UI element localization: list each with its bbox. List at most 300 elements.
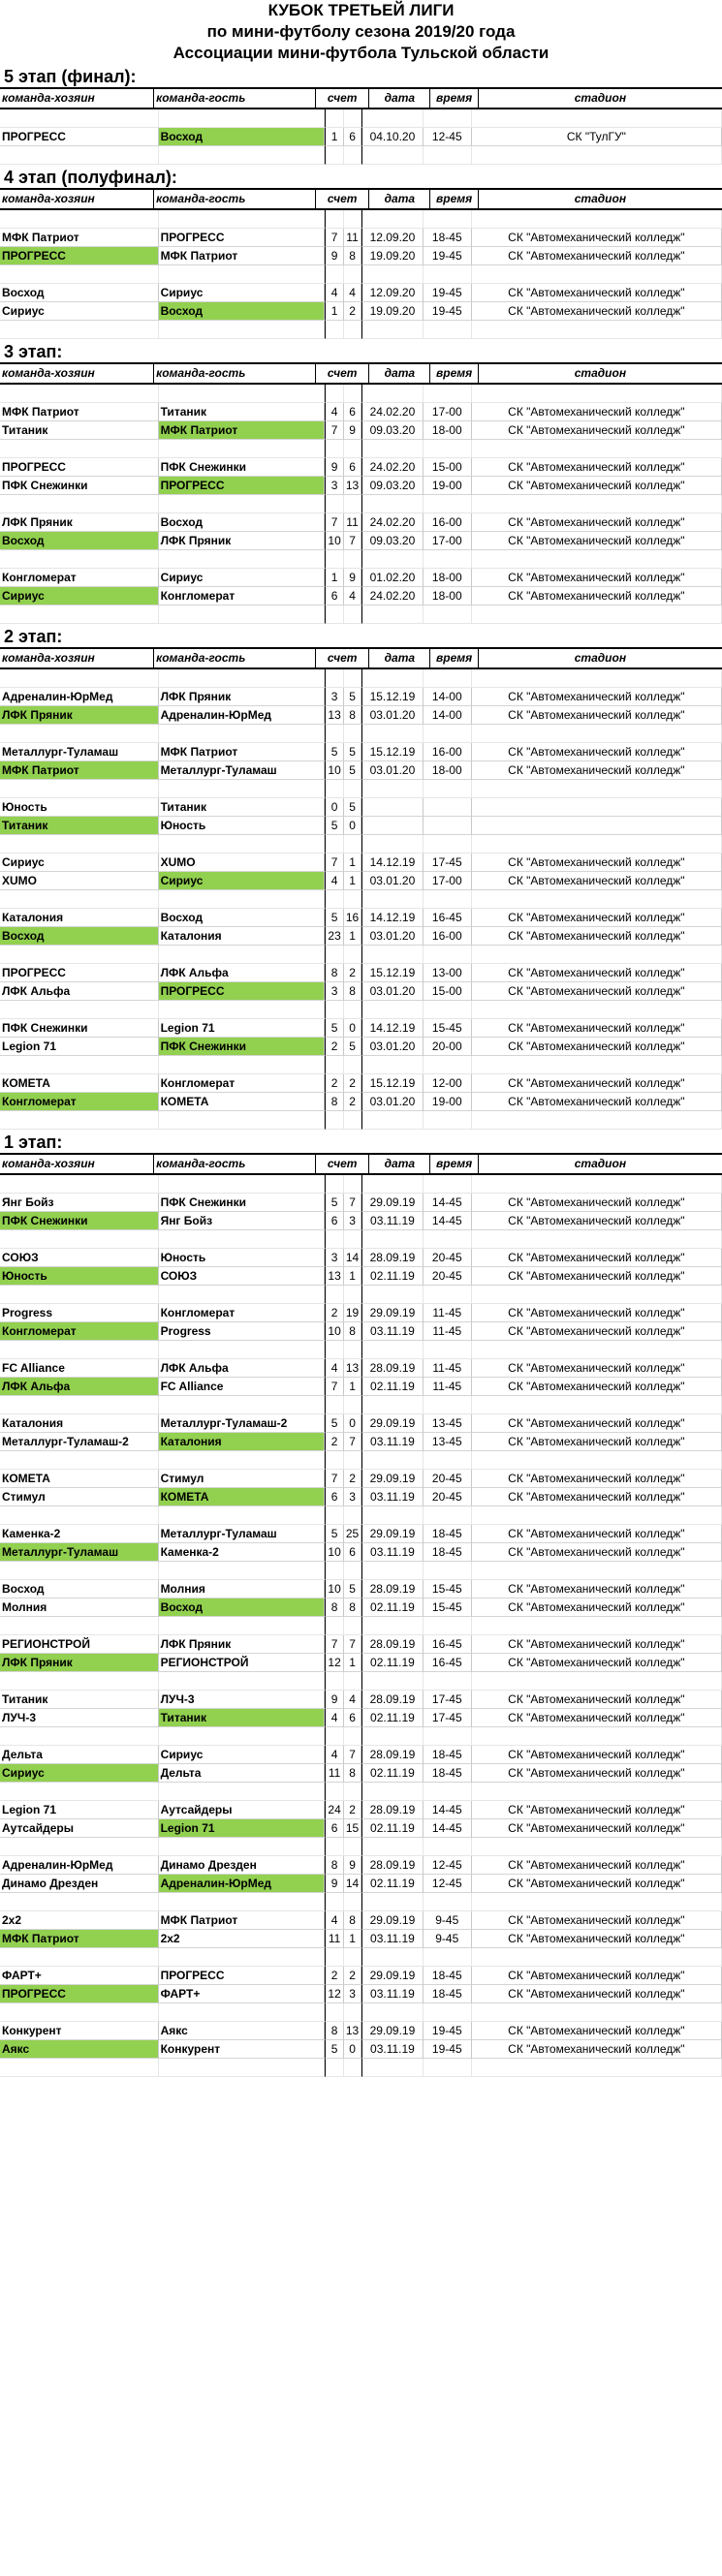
empty-cell [424,495,472,513]
empty-cell [0,385,159,403]
match-time-cell: 9-45 [424,1930,472,1948]
column-header-score: счет [316,364,369,383]
away-score-cell: 6 [344,403,361,421]
empty-cell [472,780,722,798]
away-team-cell: Титаник [159,1709,326,1727]
spacer-row [0,1341,722,1359]
empty-cell [325,835,344,853]
match-date-cell: 02.11.19 [361,1378,424,1396]
venue-cell: СК "Автомеханический колледж" [472,909,722,927]
venue-cell: СК "Автомеханический колледж" [472,403,722,421]
spacer-row [0,1672,722,1691]
empty-cell [159,1451,326,1470]
empty-cell [361,265,424,284]
column-header-away: команда-гость [154,649,316,667]
empty-cell [0,1286,159,1304]
away-score-cell: 14 [344,1875,361,1893]
home-score-cell: 10 [325,532,344,550]
away-score-cell: 6 [344,458,361,477]
empty-cell [0,2059,159,2077]
home-team-cell: СОЮЗ [0,1249,159,1267]
empty-cell [361,1286,424,1304]
home-score-cell: 9 [325,1875,344,1893]
empty-cell [472,669,722,688]
empty-cell [159,1506,326,1525]
empty-cell [344,2059,361,2077]
empty-cell [424,1230,472,1249]
column-header-away: команда-гость [154,1155,316,1173]
column-header-row [0,87,722,109]
spacer-row [0,440,722,458]
stage-section [0,1130,722,2077]
match-time-cell: 16-00 [424,927,472,946]
spacer-row [0,1948,722,1967]
empty-cell [325,946,344,964]
away-score-cell: 0 [344,1019,361,1038]
home-team-cell: Молния [0,1598,159,1617]
away-score-cell: 7 [344,532,361,550]
away-team-cell: Динамо Дрезден [159,1856,326,1875]
empty-cell [344,1506,361,1525]
column-header-away: команда-гость [154,190,316,208]
stage-section [0,624,722,1130]
column-header-date: дата [369,649,430,667]
spacer-row [0,1111,722,1130]
empty-cell [424,210,472,229]
spacer-row [0,1783,722,1801]
home-score-cell: 7 [325,1378,344,1396]
empty-cell [159,146,326,165]
away-score-cell: 2 [344,1093,361,1111]
home-score-cell: 12 [325,1654,344,1672]
empty-cell [361,1893,424,1911]
column-header-home: команда-хозяин [0,89,154,108]
match-date-cell: 02.11.19 [361,1654,424,1672]
column-header-venue: стадион [574,1157,627,1170]
away-score-cell: 2 [344,1470,361,1488]
match-time-cell: 16-45 [424,1654,472,1672]
away-team-cell: Каталония [159,1433,326,1451]
away-team-cell: ЛФК Пряник [159,1635,326,1654]
empty-cell [424,2003,472,2022]
away-team-cell: ПРОГРЕСС [159,229,326,247]
match-time-cell: 18-45 [424,1764,472,1783]
empty-cell [424,1056,472,1074]
spacer-row [0,890,722,909]
column-header-venue: стадион [574,366,627,380]
venue-cell: СК "Автомеханический колледж" [472,2022,722,2040]
home-score-cell: 4 [325,1359,344,1378]
away-score-cell: 5 [344,798,361,817]
spacer-row [0,2003,722,2022]
empty-cell [424,1396,472,1414]
empty-cell [344,1001,361,1019]
home-team-cell: РЕГИОНСТРОЙ [0,1635,159,1654]
empty-cell [159,385,326,403]
match-time-cell: 17-00 [424,532,472,550]
empty-cell [472,495,722,513]
spacer-row [0,835,722,853]
empty-cell [361,2059,424,2077]
match-date-cell: 03.01.20 [361,1093,424,1111]
empty-cell [325,440,344,458]
home-team-cell: Юность [0,1267,159,1286]
empty-cell [159,1001,326,1019]
venue-cell: СК "Автомеханический колледж" [472,761,722,780]
away-score-cell: 2 [344,964,361,982]
spacer-row [0,1893,722,1911]
empty-cell [344,835,361,853]
match-row [0,1249,722,1267]
away-team-cell: Молния [159,1580,326,1598]
match-date-cell: 04.10.20 [361,128,424,146]
empty-cell [0,1838,159,1856]
empty-cell [344,495,361,513]
venue-cell: СК "Автомеханический колледж" [472,1359,722,1378]
home-score-cell: 11 [325,1930,344,1948]
empty-cell [0,669,159,688]
empty-cell [361,890,424,909]
empty-cell [0,109,159,128]
match-date-cell: 15.12.19 [361,1074,424,1093]
empty-cell [472,1056,722,1074]
home-score-cell: 9 [325,1691,344,1709]
match-date-cell: 28.09.19 [361,1635,424,1654]
empty-cell [0,605,159,624]
away-team-cell: Сириус [159,1746,326,1764]
empty-cell [159,210,326,229]
away-score-cell: 11 [344,513,361,532]
page-title: КУБОК ТРЕТЬЕЙ ЛИГИ [267,1,455,19]
spacer-row [0,495,722,513]
match-time-cell: 14-45 [424,1212,472,1230]
away-score-cell: 5 [344,1580,361,1598]
venue-cell: СК "Автомеханический колледж" [472,1801,722,1819]
empty-cell [325,1396,344,1414]
match-date-cell: 24.02.20 [361,587,424,605]
match-date-cell: 03.01.20 [361,872,424,890]
away-score-cell: 2 [344,1801,361,1819]
empty-cell [325,1001,344,1019]
match-time-cell: 18-00 [424,761,472,780]
home-score-cell: 5 [325,817,344,835]
home-team-cell: Адреналин-ЮрМед [0,1856,159,1875]
empty-cell [159,1783,326,1801]
match-time-cell: 18-45 [424,1746,472,1764]
spacer-row [0,1727,722,1746]
match-row [0,1304,722,1322]
match-time-cell: 18-00 [424,421,472,440]
empty-cell [325,2003,344,2022]
spacer-row [0,1838,722,1856]
match-row [0,964,722,982]
empty-cell [325,1175,344,1194]
home-score-cell: 12 [325,1985,344,2003]
match-date-cell [361,817,424,835]
match-date-cell: 28.09.19 [361,1580,424,1598]
match-row [0,1580,722,1598]
match-date-cell: 09.03.20 [361,532,424,550]
away-score-cell: 4 [344,1691,361,1709]
match-date-cell: 28.09.19 [361,1691,424,1709]
empty-cell [325,2059,344,2077]
match-time-cell: 13-45 [424,1414,472,1433]
empty-cell [472,605,722,624]
match-time-cell: 14-00 [424,688,472,706]
spacer-row [0,1175,722,1194]
empty-cell [424,1893,472,1911]
empty-cell [159,1341,326,1359]
home-score-cell: 24 [325,1801,344,1819]
match-time-cell: 13-45 [424,1433,472,1451]
match-time-cell: 17-00 [424,403,472,421]
away-score-cell: 3 [344,1488,361,1506]
empty-cell [0,1001,159,1019]
home-score-cell: 10 [325,1322,344,1341]
spacer-row [0,725,722,743]
empty-cell [344,1672,361,1691]
venue-cell: СК "Автомеханический колледж" [472,1967,722,1985]
venue-cell: СК "Автомеханический колледж" [472,1212,722,1230]
away-score-cell: 8 [344,706,361,725]
spacer-row [0,1451,722,1470]
home-score-cell: 8 [325,1093,344,1111]
home-team-cell: МФК Патриот [0,1930,159,1948]
match-time-cell: 20-45 [424,1470,472,1488]
home-score-cell: 9 [325,458,344,477]
empty-cell [159,1056,326,1074]
column-header-row [0,188,722,210]
column-header-away: команда-гость [154,364,316,383]
home-team-cell: КОМЕТА [0,1074,159,1093]
empty-cell [424,1617,472,1635]
away-score-cell: 5 [344,688,361,706]
empty-cell [361,1230,424,1249]
empty-cell [361,385,424,403]
home-score-cell: 1 [325,128,344,146]
away-score-cell: 0 [344,2040,361,2059]
home-team-cell: ПРОГРЕСС [0,964,159,982]
page-subtitle-association: Ассоциации мини-футбола Тульской области [173,44,549,62]
venue-cell: СК "Автомеханический колледж" [472,1267,722,1286]
empty-cell [424,725,472,743]
home-score-cell: 10 [325,761,344,780]
empty-cell [344,1175,361,1194]
home-score-cell: 1 [325,569,344,587]
venue-cell: СК "Автомеханический колледж" [472,587,722,605]
empty-cell [325,109,344,128]
empty-cell [361,1948,424,1967]
away-score-cell: 1 [344,853,361,872]
empty-cell [159,440,326,458]
match-time-cell: 14-45 [424,1819,472,1838]
away-score-cell: 2 [344,1967,361,1985]
venue-cell: СК "Автомеханический колледж" [472,1378,722,1396]
match-date-cell: 03.01.20 [361,706,424,725]
empty-cell [0,495,159,513]
away-team-cell: Legion 71 [159,1019,326,1038]
match-time-cell: 11-45 [424,1359,472,1378]
empty-cell [424,109,472,128]
home-team-cell: ПРОГРЕСС [0,128,159,146]
match-date-cell: 29.09.19 [361,2022,424,2040]
empty-cell [159,1948,326,1967]
home-score-cell: 5 [325,1019,344,1038]
away-team-cell: ХUMO [159,853,326,872]
empty-cell [159,725,326,743]
empty-cell [0,265,159,284]
venue-cell: СК "Автомеханический колледж" [472,1093,722,1111]
home-team-cell: Титаник [0,421,159,440]
empty-cell [0,440,159,458]
match-row [0,302,722,321]
away-team-cell: МФК Патриот [159,421,326,440]
home-team-cell: Аутсайдеры [0,1819,159,1838]
empty-cell [424,890,472,909]
match-time-cell: 11-45 [424,1378,472,1396]
empty-cell [159,1175,326,1194]
home-score-cell: 7 [325,853,344,872]
stage-title: 2 этап: [4,627,63,646]
home-score-cell: 3 [325,1249,344,1267]
empty-cell [0,1230,159,1249]
home-team-cell: Адреналин-ЮрМед [0,688,159,706]
match-row [0,1598,722,1617]
empty-cell [325,550,344,569]
stage-section [0,165,722,339]
match-row [0,1911,722,1930]
match-row [0,1194,722,1212]
empty-cell [344,2003,361,2022]
spacer-row [0,946,722,964]
empty-cell [325,1056,344,1074]
empty-cell [325,780,344,798]
spacer-row [0,109,722,128]
match-time-cell: 16-45 [424,1635,472,1654]
away-team-cell: Дельта [159,1764,326,1783]
home-team-cell: Конгломерат [0,1322,159,1341]
empty-cell [424,1562,472,1580]
home-team-cell: Металлург-Туламаш [0,743,159,761]
match-time-cell: 17-45 [424,1709,472,1727]
home-team-cell: FC Alliance [0,1359,159,1378]
match-row [0,1074,722,1093]
away-team-cell: Титаник [159,403,326,421]
empty-cell [0,1727,159,1746]
away-team-cell: Восход [159,513,326,532]
match-time-cell: 14-45 [424,1194,472,1212]
away-score-cell: 14 [344,1249,361,1267]
venue-cell: СК "Автомеханический колледж" [472,927,722,946]
away-score-cell: 8 [344,982,361,1001]
match-date-cell: 29.09.19 [361,1470,424,1488]
match-date-cell: 03.11.19 [361,1212,424,1230]
away-team-cell: Восход [159,1598,326,1617]
venue-cell: СК "Автомеханический колледж" [472,1488,722,1506]
column-header-away: команда-гость [154,89,316,108]
empty-cell [0,1506,159,1525]
home-score-cell: 4 [325,872,344,890]
venue-cell: СК "Автомеханический колледж" [472,1414,722,1433]
spacer-row [0,780,722,798]
empty-cell [361,1175,424,1194]
empty-cell [159,550,326,569]
empty-cell [0,780,159,798]
away-team-cell: МФК Патриот [159,247,326,265]
venue-cell: СК "Автомеханический колледж" [472,302,722,321]
empty-cell [325,1783,344,1801]
match-time-cell: 20-45 [424,1488,472,1506]
match-row [0,1322,722,1341]
empty-cell [424,440,472,458]
away-score-cell: 5 [344,761,361,780]
away-team-cell: Сириус [159,872,326,890]
home-team-cell: МФК Патриот [0,229,159,247]
empty-cell [472,385,722,403]
empty-cell [0,2003,159,2022]
empty-cell [472,1617,722,1635]
empty-cell [472,1396,722,1414]
match-row [0,817,722,835]
away-team-cell: Адреналин-ЮрМед [159,1875,326,1893]
empty-cell [0,890,159,909]
column-header-venue: стадион [574,91,627,105]
venue-cell: СК "Автомеханический колледж" [472,1304,722,1322]
venue-cell: СК "Автомеханический колледж" [472,1322,722,1341]
away-team-cell: МФК Патриот [159,1911,326,1930]
away-team-cell: Металлург-Туламаш [159,761,326,780]
empty-cell [424,1001,472,1019]
empty-cell [424,1175,472,1194]
column-header-date: дата [369,1155,430,1173]
spacer-row [0,1396,722,1414]
away-score-cell: 8 [344,1322,361,1341]
match-date-cell: 14.12.19 [361,853,424,872]
empty-cell [361,605,424,624]
venue-cell: СК "Автомеханический колледж" [472,1930,722,1948]
match-time-cell: 9-45 [424,1911,472,1930]
empty-cell [472,1230,722,1249]
away-score-cell: 7 [344,1433,361,1451]
empty-cell [325,725,344,743]
empty-cell [0,1451,159,1470]
home-team-cell: ХUMO [0,872,159,890]
away-score-cell: 13 [344,1359,361,1378]
column-header-score: счет [316,649,369,667]
match-date-cell: 12.09.20 [361,284,424,302]
empty-cell [325,1230,344,1249]
match-date-cell: 29.09.19 [361,1194,424,1212]
match-row [0,1635,722,1654]
match-time-cell: 14-45 [424,1801,472,1819]
away-score-cell: 5 [344,1038,361,1056]
home-team-cell: Конкурент [0,2022,159,2040]
spacer-row [0,1056,722,1074]
away-team-cell: Конгломерат [159,587,326,605]
empty-cell [159,1727,326,1746]
empty-cell [325,669,344,688]
away-team-cell: Сириус [159,569,326,587]
column-header-home: команда-хозяин [0,364,154,383]
match-row [0,1801,722,1819]
match-time-cell: 18-45 [424,229,472,247]
match-date-cell: 24.02.20 [361,513,424,532]
venue-cell: СК "Автомеханический колледж" [472,513,722,532]
away-score-cell: 2 [344,302,361,321]
away-score-cell: 0 [344,817,361,835]
empty-cell [325,495,344,513]
match-date-cell: 09.03.20 [361,477,424,495]
